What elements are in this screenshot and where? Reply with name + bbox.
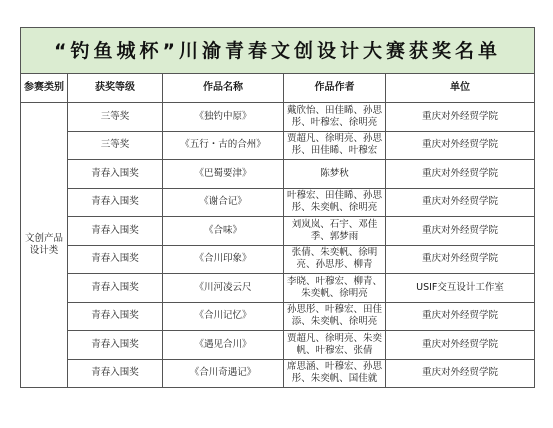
table-row (21, 331, 535, 360)
work-cell: 《合川记忆》 (163, 302, 284, 331)
unit-cell: 重庆对外经贸学院 (386, 188, 535, 217)
table-row (21, 188, 535, 217)
award-table (20, 27, 535, 388)
unit-cell: 重庆对外经贸学院 (386, 245, 535, 274)
unit-cell: 重庆对外经贸学院 (386, 331, 535, 360)
level-cell: 青春入围奖 (68, 160, 163, 189)
authors-cell: 李晓、叶穆宏、柳青、朱奕帆、徐明亮 (284, 274, 386, 303)
page-title: “钓鱼城杯”川渝青春文创设计大赛获奖名单 (21, 28, 535, 74)
work-cell: 《巴蜀要津》 (163, 160, 284, 189)
work-cell: 《独钓中原》 (163, 103, 284, 132)
work-cell: 《五行・古的合州》 (163, 131, 284, 160)
authors-cell: 戴欣怡、田佳睎、孙思彤、叶穆宏、徐明亮 (284, 103, 386, 132)
work-cell: 《合川印象》 (163, 245, 284, 274)
level-cell: 青春入围奖 (68, 245, 163, 274)
table-row (21, 274, 535, 303)
title-row (21, 28, 535, 74)
authors-cell: 贾超凡、徐明亮、朱奕帆、叶穆宏、张倩 (284, 331, 386, 360)
level-cell: 青春入围奖 (68, 188, 163, 217)
work-cell: 《川河凌云尺 (163, 274, 284, 303)
category-cell: 文创产品设计类 (21, 103, 68, 388)
table-row (21, 160, 535, 189)
header-row (21, 74, 535, 103)
unit-cell: 重庆对外经贸学院 (386, 217, 535, 246)
level-cell: 青春入围奖 (68, 217, 163, 246)
unit-cell: 重庆对外经贸学院 (386, 103, 535, 132)
table-row (21, 103, 535, 132)
authors-cell: 孙思彤、叶穆宏、田佳添、朱奕帆、徐明亮 (284, 302, 386, 331)
level-cell: 三等奖 (68, 103, 163, 132)
header-level: 获奖等级 (68, 74, 163, 103)
work-cell: 《合川奇遇记》 (163, 359, 284, 388)
authors-cell: 叶穆宏、田佳睎、孙思彤、朱奕帆、徐明亮 (284, 188, 386, 217)
level-cell: 青春入围奖 (68, 359, 163, 388)
authors-cell: 张倩、朱奕帆、徐明亮、孙思彤、柳青 (284, 245, 386, 274)
table-row (21, 245, 535, 274)
table-row (21, 359, 535, 388)
header-work: 作品名称 (163, 74, 284, 103)
unit-cell: 重庆对外经贸学院 (386, 131, 535, 160)
level-cell: 青春入围奖 (68, 331, 163, 360)
unit-cell: 重庆对外经贸学院 (386, 160, 535, 189)
level-cell: 青春入围奖 (68, 302, 163, 331)
header-unit: 单位 (386, 74, 535, 103)
authors-cell: 席思涵、叶穆宏、孙思彤、朱奕帆、国佳就 (284, 359, 386, 388)
table-row (21, 302, 535, 331)
work-cell: 《合味》 (163, 217, 284, 246)
authors-cell: 贾超凡、徐明亮、孙思彤、田佳睎、叶穆宏 (284, 131, 386, 160)
table-row (21, 131, 535, 160)
unit-cell: USIF交互设计工作室 (386, 274, 535, 303)
work-cell: 《谢合记》 (163, 188, 284, 217)
level-cell: 青春入围奖 (68, 274, 163, 303)
authors-cell: 陈梦秋 (284, 160, 386, 189)
level-cell: 三等奖 (68, 131, 163, 160)
header-category: 参赛类别 (21, 74, 68, 103)
work-cell: 《遇见合川》 (163, 331, 284, 360)
unit-cell: 重庆对外经贸学院 (386, 302, 535, 331)
table-row (21, 217, 535, 246)
authors-cell: 刘岚岚、石宇、邓佳季、郭梦雨 (284, 217, 386, 246)
header-author: 作品作者 (284, 74, 386, 103)
unit-cell: 重庆对外经贸学院 (386, 359, 535, 388)
